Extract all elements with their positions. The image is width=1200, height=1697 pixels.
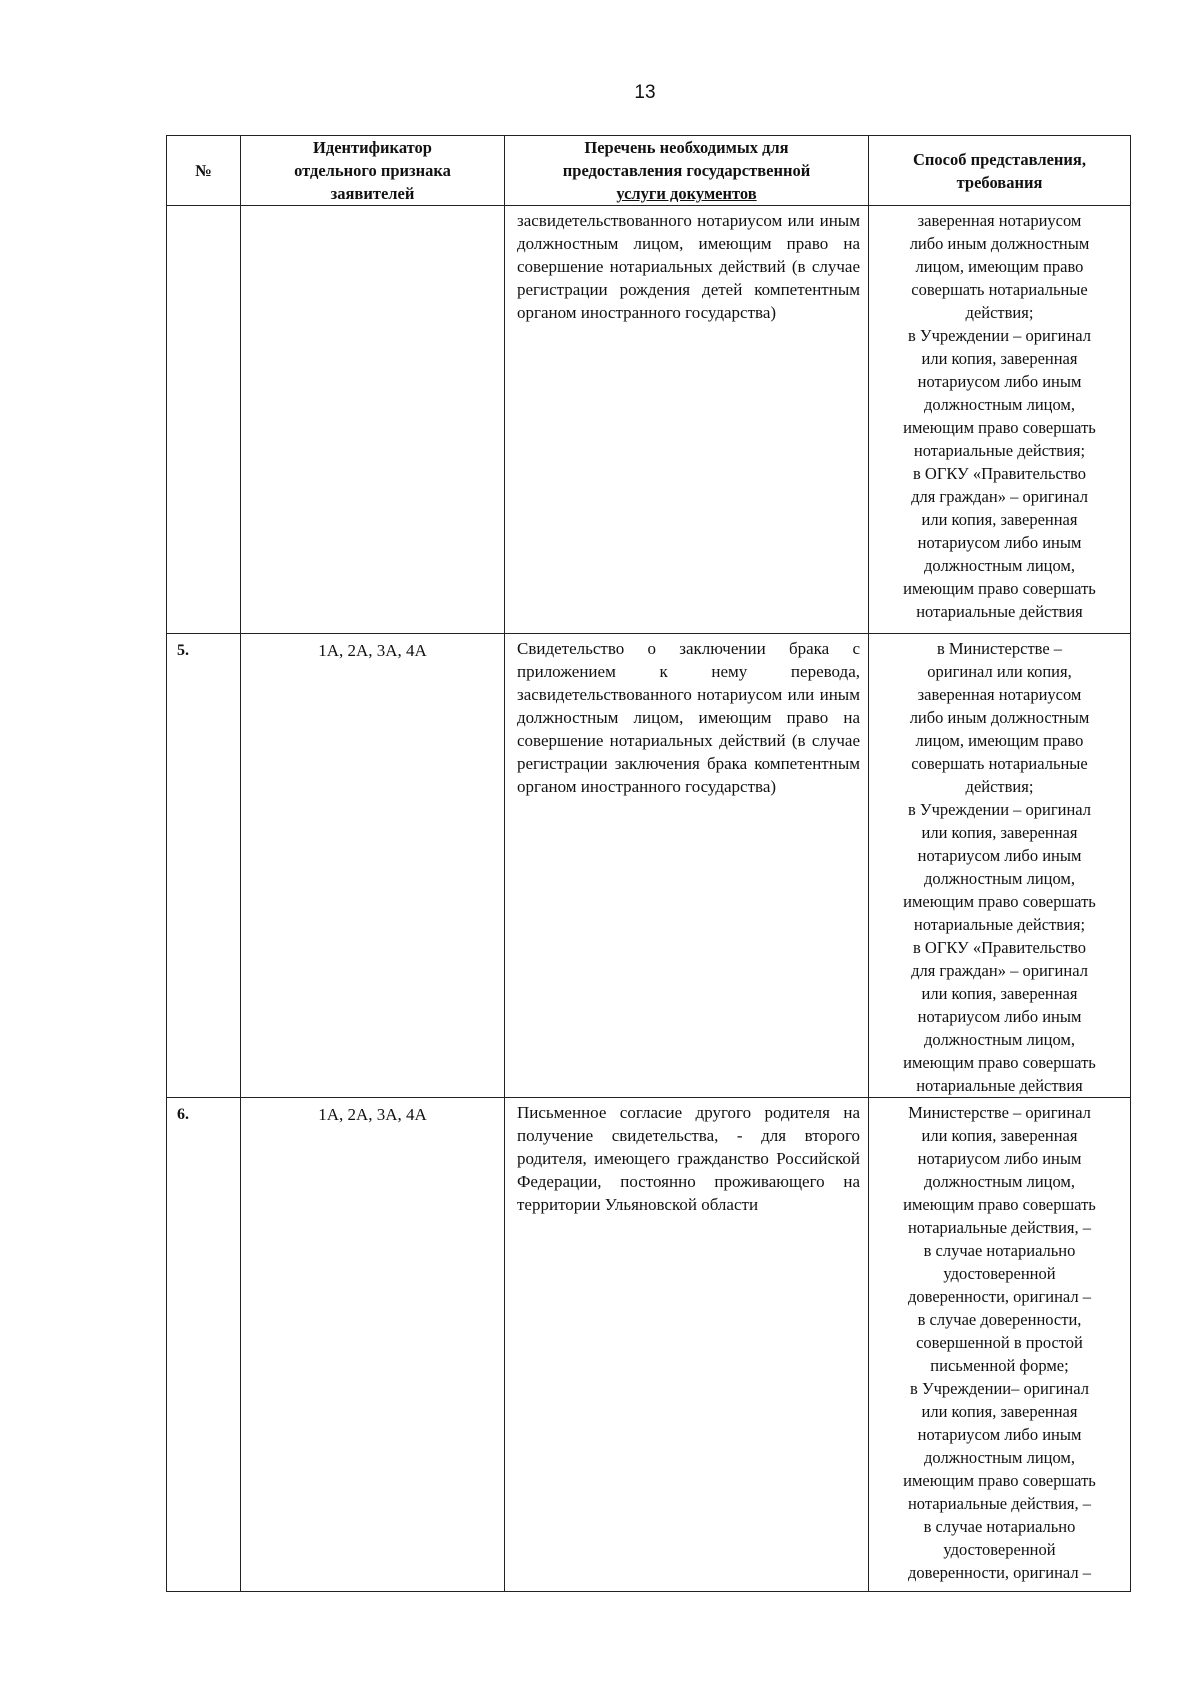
table-header-row [167, 136, 1131, 206]
method-line: оригинал или копия, [927, 662, 1072, 681]
row-method [869, 206, 1131, 634]
method-line: в Министерстве – [936, 639, 1063, 658]
method-line: действия; [965, 303, 1034, 322]
row-identifiers: 1А, 2А, 3А, 4А [241, 634, 505, 1098]
method-line: Министерстве – оригинал [908, 1103, 1091, 1122]
method-line: совершенной в простой [916, 1333, 1083, 1352]
method-line: удостоверенной [943, 1264, 1056, 1283]
row-identifiers: 1А, 2А, 3А, 4А [241, 1098, 505, 1592]
header-method-line: требования [956, 172, 1043, 192]
method-line: или копия, заверенная [921, 349, 1078, 368]
method-line: имеющим право совершать [903, 1053, 1096, 1072]
method-line: имеющим право совершать [903, 418, 1096, 437]
method-line: нотариусом либо иным [917, 1007, 1082, 1026]
method-line: должностным лицом, [924, 1172, 1075, 1191]
method-line: нотариальные действия; [913, 915, 1086, 934]
header-documents-line: услуги документов [616, 184, 757, 203]
row-number: 6. [167, 1098, 241, 1592]
method-line: нотариальные действия [916, 1076, 1083, 1095]
table-row [167, 634, 1131, 1098]
header-identifier [241, 136, 505, 206]
method-line: заверенная нотариусом [917, 211, 1082, 230]
method-line: нотариусом либо иным [917, 846, 1082, 865]
method-line: или копия, заверенная [921, 984, 1078, 1003]
page-number: 13 [634, 82, 656, 103]
method-line: нотариусом либо иным [917, 533, 1082, 552]
header-method [869, 136, 1131, 206]
row-documents: Свидетельство о заключении брака с приложением к нему перевода, засвидетельствованного нотариусом или иным должностным лицом, имеющим право на совершение нотариальных действий (в случае регистрации заключения брака компетентным органом иностранного государства) [505, 634, 869, 1098]
method-line: имеющим право совершать [903, 892, 1096, 911]
method-line: должностным лицом, [924, 869, 1075, 888]
method-line: или копия, заверенная [921, 823, 1078, 842]
method-line: совершать нотариальные [911, 754, 1088, 773]
row-method [869, 1098, 1131, 1592]
table-row [167, 206, 1131, 634]
method-line: должностным лицом, [924, 395, 1075, 414]
method-line: должностным лицом, [924, 1448, 1075, 1467]
method-line: в ОГКУ «Правительство [913, 464, 1086, 483]
method-line: имеющим право совершать [903, 1195, 1096, 1214]
header-documents-line: Перечень необходимых для [584, 138, 789, 157]
row-method [869, 634, 1131, 1098]
method-line: нотариальные действия, – [907, 1494, 1092, 1513]
method-line: для граждан» – оригинал [911, 487, 1088, 506]
method-line: в Учреждении – оригинал [907, 800, 1092, 819]
method-line: либо иным должностным [909, 234, 1090, 253]
method-line: удостоверенной [943, 1540, 1056, 1559]
method-line: нотариусом либо иным [917, 1425, 1082, 1444]
header-documents-line: предоставления государственной [562, 161, 811, 180]
method-line: имеющим право совершать [903, 579, 1096, 598]
method-line: нотариальные действия [916, 602, 1083, 621]
row-identifiers [241, 206, 505, 634]
row-documents: Письменное согласие другого родителя на получение свидетельства, - для второго родителя, имеющего гражданство Российской Федерации, постоянно проживающего на территории Ульяновской области [505, 1098, 869, 1592]
method-line: для граждан» – оригинал [911, 961, 1088, 980]
header-documents [505, 136, 869, 206]
method-line: должностным лицом, [924, 1030, 1075, 1049]
method-line: в Учреждении– оригинал [910, 1379, 1089, 1398]
method-line: в Учреждении – оригинал [907, 326, 1092, 345]
services-documents-table [166, 135, 1131, 1592]
row-number: 5. [167, 634, 241, 1098]
method-line: в ОГКУ «Правительство [913, 938, 1086, 957]
method-line: в случае нотариально [923, 1241, 1076, 1260]
method-line: нотариусом либо иным [917, 1149, 1082, 1168]
method-line: или копия, заверенная [921, 1402, 1078, 1421]
method-line: доверенности, оригинал – [907, 1563, 1091, 1582]
method-line: нотариусом либо иным [917, 372, 1082, 391]
header-identifier-line: заявителей [330, 184, 415, 203]
row-documents: засвидетельствованного нотариусом или иным должностным лицом, имеющим право на совершение нотариальных действий (в случае регистрации рождения детей компетентным органом иностранного государства) [505, 206, 869, 634]
method-line: письменной форме; [930, 1356, 1069, 1375]
header-method-line: Способ представления, [913, 149, 1086, 169]
method-line: действия; [965, 777, 1034, 796]
method-line: либо иным должностным [909, 708, 1090, 727]
method-line: нотариальные действия; [913, 441, 1086, 460]
method-line: доверенности, оригинал – [907, 1287, 1091, 1306]
header-identifier-line: отдельного признака [294, 161, 451, 180]
method-line: должностным лицом, [924, 556, 1075, 575]
method-line: или копия, заверенная [921, 510, 1078, 529]
table-row [167, 1098, 1131, 1592]
row-number [167, 206, 241, 634]
header-identifier-line: Идентификатор [313, 138, 432, 157]
method-line: заверенная нотариусом [917, 685, 1082, 704]
method-line: лицом, имеющим право [915, 731, 1084, 750]
method-line: лицом, имеющим право [915, 257, 1084, 276]
method-line: в случае нотариально [923, 1517, 1076, 1536]
method-line: в случае доверенности, [917, 1310, 1082, 1329]
method-line: совершать нотариальные [911, 280, 1088, 299]
method-line: имеющим право совершать [903, 1471, 1096, 1490]
header-number: № [167, 136, 241, 206]
method-line: нотариальные действия, – [907, 1218, 1092, 1237]
method-line: или копия, заверенная [921, 1126, 1078, 1145]
